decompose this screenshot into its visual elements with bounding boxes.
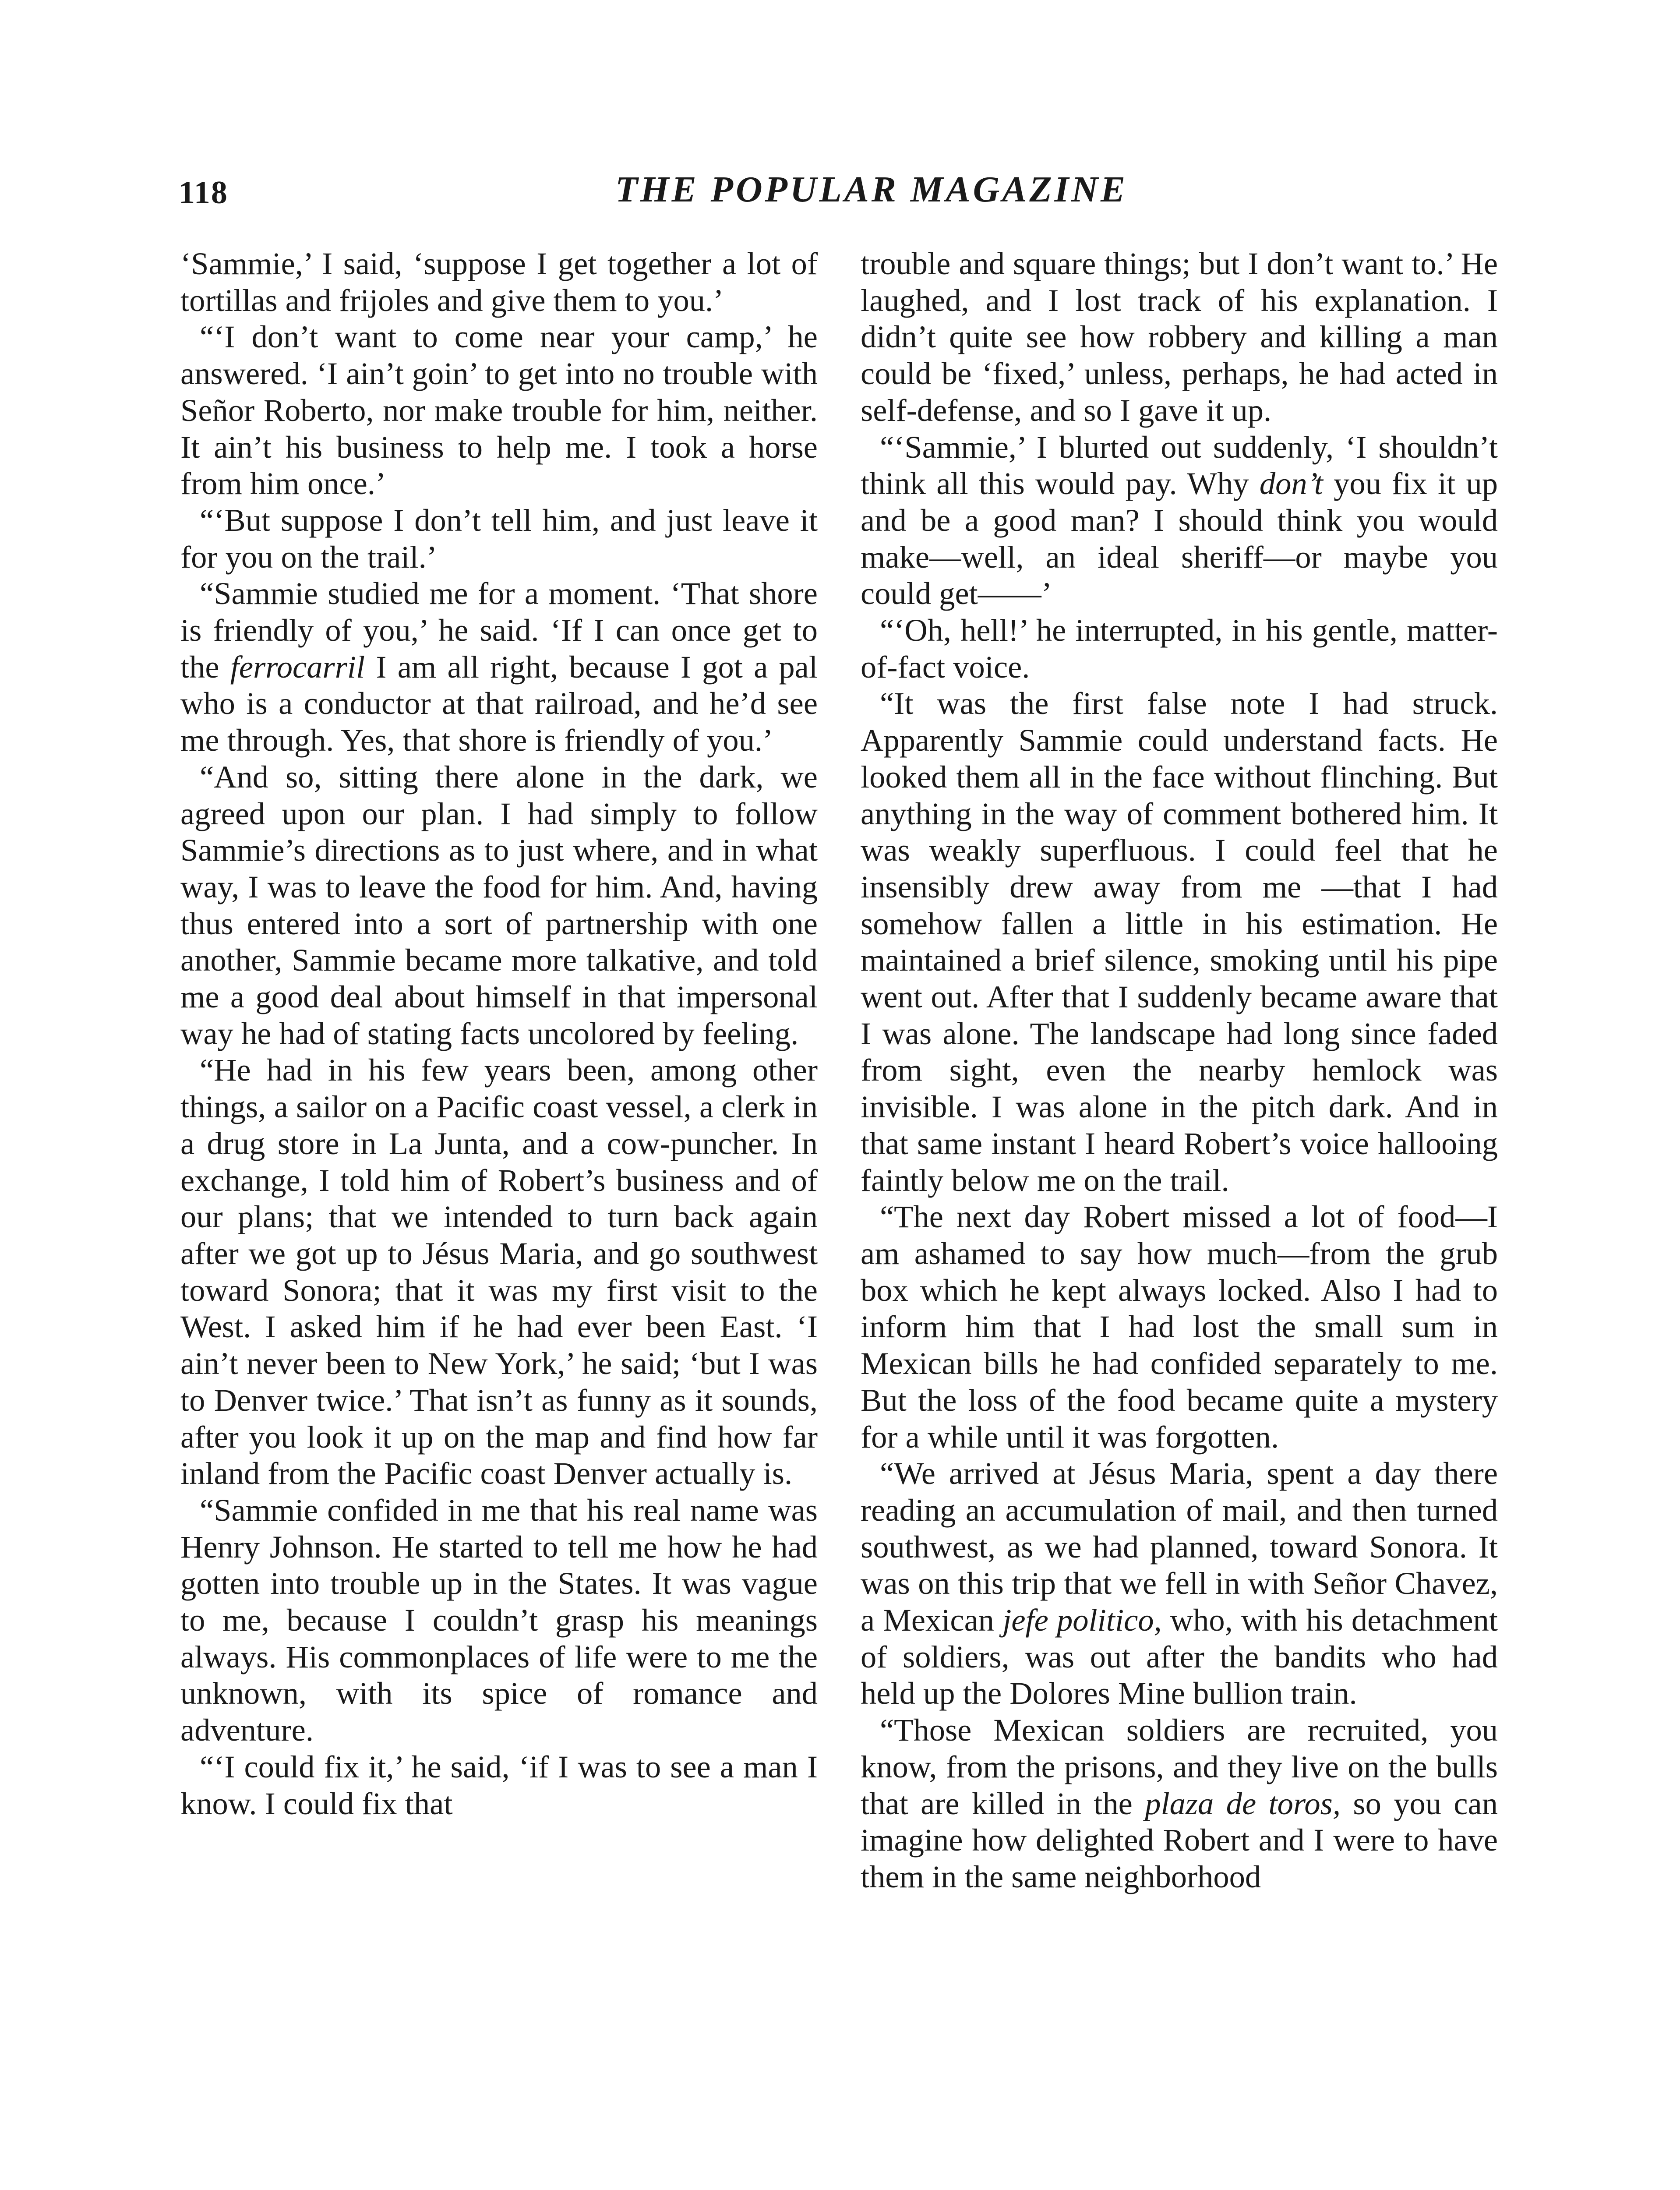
paragraph: ‘Sammie,’ I said, ‘suppose I get together a lot of tortillas and frijoles and give them to you.’ — [180, 246, 818, 318]
italic-term: ferrocarril — [230, 649, 365, 685]
text-run: I am all right, because I got a pal who is a conductor at that railroad, and he’d see me through. Yes, that shore is friendly of you.’ — [180, 649, 818, 758]
paragraph — [861, 1712, 1498, 1895]
paragraph: “And so, sitting there alone in the dark, we agreed upon our plan. I had simply to follow Sammie’s directions as to just where, and in what way, I was to leave the food for him. And, having thus entered into a sort of partnership with one another, Sammie became more talkative, and told me a good deal about himself in that impersonal way he had of stating facts uncolored by feeling. — [180, 759, 818, 1051]
paragraph: “It was the first false note I had struck. Apparently Sammie could understand facts. He looked them all in the face without flinching. But anything in the way of comment bothered him. It was weakly superfluous. I could feel that he insensibly drew away from me —that I had somehow fallen a little in his estimation. He maintained a brief silence, smoking until his pipe went out. After that I suddenly became aware that I was alone. The landscape had long since faded from sight, even the nearby hemlock was invisible. I was alone in the pitch dark. And in that same instant I heard Robert’s voice hallooing faintly below me on the trail. — [861, 685, 1498, 1198]
text-run: “We arrived at Jésus Maria, spent a day there reading an accumulation of mail, and then turned southwest, as we had planned, toward Sonora. It was on this trip that we fell in with Señor Chavez, a Mexican — [861, 1455, 1498, 1638]
paragraph — [180, 575, 818, 759]
text-run: you fix it up and be a good man? I should think you would make—well, an ideal sheriff—or maybe you could get——’ — [861, 466, 1498, 611]
paragraph: trouble and square things; but I don’t want to.’ He laughed, and I lost track of his explanation. I didn’t quite see how robbery and killing a man could be ‘fixed,’ unless, perhaps, he had acted in self-defense, and so I gave it up. — [861, 246, 1498, 428]
left-column — [180, 245, 818, 1822]
paragraph — [861, 1455, 1498, 1712]
right-column — [861, 245, 1498, 1895]
paragraph: “‘But suppose I don’t tell him, and just leave it for you on the trail.’ — [180, 502, 818, 575]
paragraph: “‘Oh, hell!’ he interrupted, in his gentle, matter-of-fact voice. — [861, 612, 1498, 685]
paragraph: “‘I don’t want to come near your camp,’ he answered. ‘I ain’t goin’ to get into no trouble with Señor Roberto, nor make trouble for him, neither. It ain’t his business to help me. I took a horse from him once.’ — [180, 319, 818, 502]
text-run: “Those Mexican soldiers are recruited, you know, from the prisons, and they live on the bulls that are killed in the — [861, 1712, 1498, 1821]
text-run: so you can imagine how delighted Robert and I were to have them in the same neighborhood — [861, 1785, 1498, 1894]
italic-term: plaza de toros, — [1145, 1785, 1341, 1821]
running-title: THE POPULAR MAGAZINE — [615, 169, 1128, 210]
page-number: 118 — [179, 175, 228, 211]
paragraph — [861, 429, 1498, 612]
italic-term: jefe politico, — [1002, 1602, 1162, 1638]
paragraph: “‘I could fix it,’ he said, ‘if I was to see a man I know. I could fix that — [180, 1748, 818, 1821]
paragraph: “He had in his few years been, among other things, a sailor on a Pacific coast vessel, a clerk in a drug store in La Junta, and a cow-puncher. In exchange, I told him of Robert’s business and of our plans; that we intended to turn back again after we got up to Jésus Maria, and go southwest toward Sonora; that it was my first visit to the West. I asked him if he had ever been East. ‘I ain’t never been to New York,’ he said; ‘but I was to Denver twice.’ That isn’t as funny as it sounds, after you look it up on the map and find how far inland from the Pacific coast Denver actually is. — [180, 1052, 818, 1491]
text-run: “‘Sammie,’ I blurted out suddenly, ‘I shouldn’t think all this would pay. Why — [861, 429, 1498, 502]
text-run: who, with his detachment of soldiers, was out after the bandits who had held up the Dolores Mine bullion train. — [861, 1602, 1498, 1711]
italic-term: don’t — [1259, 466, 1323, 502]
paragraph: “The next day Robert missed a lot of food—I am ashamed to say how much—from the grub box which he kept always locked. Also I had to inform him that I had lost the small sum in Mexican bills he had confided separately to me. But the loss of the food became quite a mystery for a while until it was forgotten. — [861, 1199, 1498, 1455]
text-run: “Sammie studied me for a moment. ‘That shore is friendly of you,’ he said. ‘If I can once get to the — [180, 576, 818, 685]
paragraph: “Sammie confided in me that his real name was Henry Johnson. He started to tell me how he had gotten into trouble up in the States. It was vague to me, because I couldn’t grasp his meanings always. His commonplaces of life were to me the unknown, with its spice of romance and adventure. — [180, 1492, 818, 1748]
